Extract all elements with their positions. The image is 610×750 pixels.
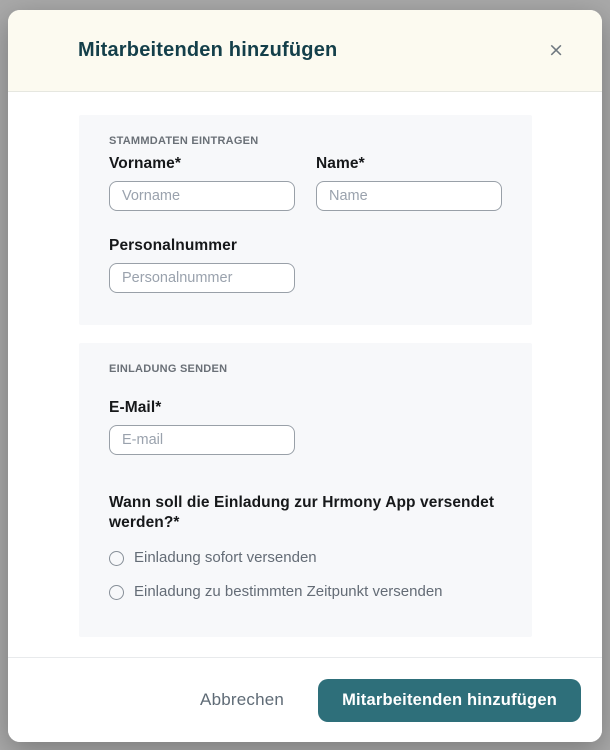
- dialog-header: [8, 10, 602, 92]
- invitation-timing-question: Wann soll die Einladung zur Hrmony App versendet werden?*: [109, 494, 495, 531]
- add-employee-dialog: [8, 10, 602, 742]
- personalnummer-field: [109, 236, 502, 293]
- name-field: [316, 154, 502, 211]
- email-label: E-Mail*: [109, 399, 162, 416]
- section-einladung: [79, 343, 532, 637]
- submit-button[interactable]: Mitarbeitenden hinzufügen: [318, 679, 581, 722]
- name-fields-row: [109, 154, 502, 211]
- cancel-button[interactable]: Abbrechen: [196, 682, 288, 718]
- email-input[interactable]: [109, 425, 295, 455]
- radio-sofort-label[interactable]: Einladung sofort versenden: [134, 549, 317, 566]
- radio-option-zeitpunkt: [109, 583, 502, 601]
- close-icon[interactable]: ×: [540, 37, 572, 64]
- vorname-field: [109, 154, 295, 211]
- radio-zeitpunkt-input[interactable]: [109, 585, 124, 600]
- name-label: Name*: [316, 155, 365, 172]
- section-heading-einladung: EINLADUNG SENDEN: [109, 363, 228, 375]
- name-input[interactable]: [316, 181, 502, 211]
- radio-zeitpunkt-label[interactable]: Einladung zu bestimmten Zeitpunkt versenden: [134, 583, 443, 600]
- radio-option-sofort: [109, 549, 502, 567]
- dialog-body: [8, 92, 602, 657]
- section-stammdaten: [79, 115, 532, 325]
- vorname-label: Vorname*: [109, 155, 182, 172]
- personalnummer-input[interactable]: [109, 263, 295, 293]
- email-field: [109, 398, 502, 455]
- radio-sofort-input[interactable]: [109, 551, 124, 566]
- section-heading-stammdaten: STAMMDATEN EINTRAGEN: [109, 135, 259, 147]
- dialog-footer: [8, 657, 602, 742]
- dialog-title: Mitarbeitenden hinzufügen: [78, 39, 338, 61]
- personalnummer-label: Personalnummer: [109, 237, 238, 254]
- vorname-input[interactable]: [109, 181, 295, 211]
